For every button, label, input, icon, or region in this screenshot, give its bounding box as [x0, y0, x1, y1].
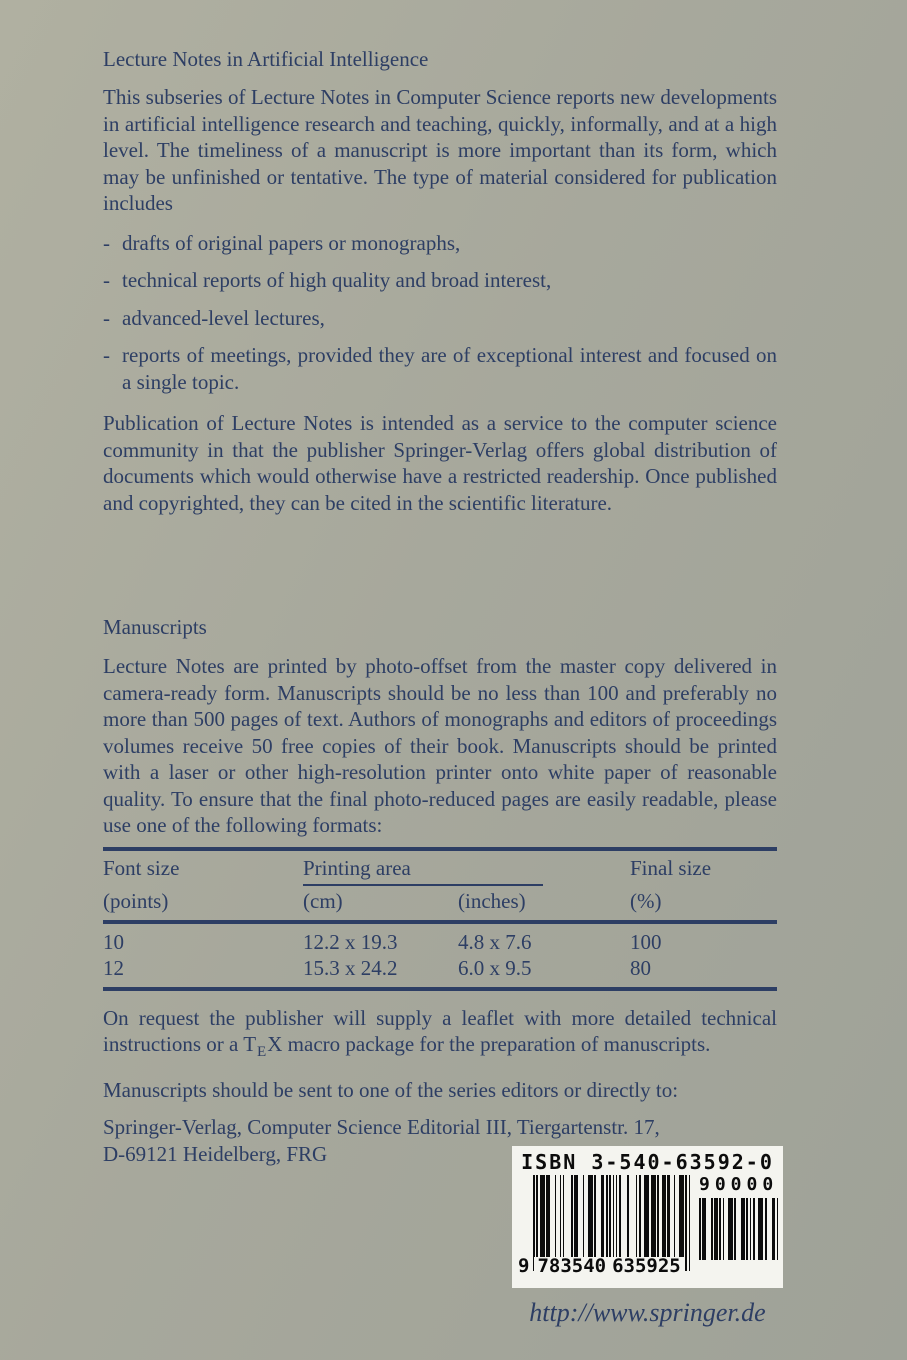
- isbn-label: ISBN 3-540-63592-0: [521, 1150, 774, 1174]
- barcode-row: [518, 1174, 779, 1277]
- cell-inches: 4.8 x 7.6: [458, 929, 532, 954]
- barcode-area: [512, 1146, 783, 1328]
- publication-paragraph: Publication of Lecture Notes is intended as a service to the computer science community in that the publisher Springer-Verlag offers global distribution of documents which would otherwise have a restricted readership. Once published and copyrighted, they can be cited in the scientific literature.: [103, 411, 777, 515]
- request-paragraph: [103, 1005, 777, 1066]
- list-dash: -: [103, 230, 110, 255]
- cell-percent: 80: [630, 955, 651, 980]
- cell-points: 10: [103, 929, 124, 954]
- tex-logo: $T_EX$: [243, 1032, 283, 1061]
- list-item: [103, 305, 777, 332]
- supplement-barcode: [699, 1175, 778, 1271]
- list-item-text: technical reports of high quality and broad interest,: [122, 268, 552, 292]
- table-header-row-2: [103, 886, 777, 920]
- manuscripts-paragraph: Lecture Notes are printed by photo-offset from the master copy delivered in camera-ready form. Manuscripts should be no less than 100 and preferably no more than 500 pages of text. Authors of monographs and editors of proceedings volumes receive 50 free copies of their book. Manuscripts should be printed with a laser or other high-resolution printer onto white paper of reasonable quality. To ensure that the final photo-reduced pages are easily readable, please use one of the following formats:: [103, 654, 777, 837]
- publication-types-list: [103, 230, 777, 396]
- col-subheader-points: (points): [103, 888, 169, 913]
- cell-cm: 15.3 x 24.2: [303, 955, 398, 980]
- table-header-row-1: [103, 851, 777, 886]
- cell-cm: 12.2 x 19.3: [303, 929, 398, 954]
- address-line-2: D-69121 Heidelberg, FRG: [103, 1142, 328, 1167]
- table-row: [103, 955, 777, 981]
- col-subheader-inches: (inches): [458, 888, 526, 913]
- ean-digit-group: 9: [518, 1255, 530, 1277]
- format-table: [103, 847, 777, 991]
- cell-percent: 100: [630, 929, 662, 954]
- cell-points: 12: [103, 955, 124, 980]
- cover-text-column: [103, 46, 777, 1168]
- list-item: [103, 342, 777, 395]
- manuscripts-heading: Manuscripts: [103, 615, 207, 639]
- ean-digit-group: 783540: [534, 1257, 609, 1276]
- col-header-font-size: Font size: [103, 855, 180, 880]
- website-url[interactable]: http://www.springer.de: [529, 1298, 766, 1327]
- table-rule-bottom: [103, 987, 777, 991]
- col-header-final-size: Final size: [630, 855, 712, 880]
- list-item: [103, 230, 777, 257]
- submission-paragraph: Manuscripts should be sent to one of the series editors or directly to:: [103, 1077, 679, 1102]
- ean-digits: [518, 1257, 684, 1276]
- list-dash: -: [103, 343, 110, 367]
- barcode-panel: [512, 1146, 783, 1288]
- supplement-digits: 90000: [699, 1174, 779, 1195]
- table-body: [103, 924, 777, 987]
- supplement-barcode-bars: [699, 1198, 778, 1260]
- intro-paragraph: This subseries of Lecture Notes in Computer Science reports new developments in artificial intelligence research and teaching, quickly, informally, and at a high level. The timeliness of a manuscript is more important than its form, which may be unfinished or tentative. The type of material considered for publication includes: [103, 85, 777, 215]
- list-item-text: advanced-level lectures,: [122, 305, 325, 330]
- list-item: [103, 267, 777, 294]
- list-item-text: reports of meetings, provided they are of exceptional interest and focused on a single topic.: [122, 343, 777, 394]
- table-row: [103, 929, 777, 955]
- address-line-1: Springer-Verlag, Computer Science Editorial III, Tiergartenstr. 17,: [103, 1115, 660, 1140]
- list-item-text: drafts of original papers or monographs,: [122, 230, 461, 255]
- request-text-after: macro package for the preparation of manuscripts.: [282, 1032, 711, 1056]
- col-subheader-cm: (cm): [303, 888, 343, 913]
- list-dash: -: [103, 268, 110, 292]
- ean-digit-group: 635925: [609, 1257, 684, 1276]
- col-subheader-percent: (%): [630, 888, 662, 913]
- cell-inches: 6.0 x 9.5: [458, 955, 532, 980]
- ean-barcode: [518, 1175, 690, 1277]
- list-dash: -: [103, 305, 110, 330]
- request-text-before: On request the publisher will supply a leaflet with more detailed technical instructions or a: [103, 1005, 777, 1056]
- col-group-header-printing-area: Printing area: [303, 851, 630, 886]
- series-title: Lecture Notes in Artificial Intelligence: [103, 47, 429, 71]
